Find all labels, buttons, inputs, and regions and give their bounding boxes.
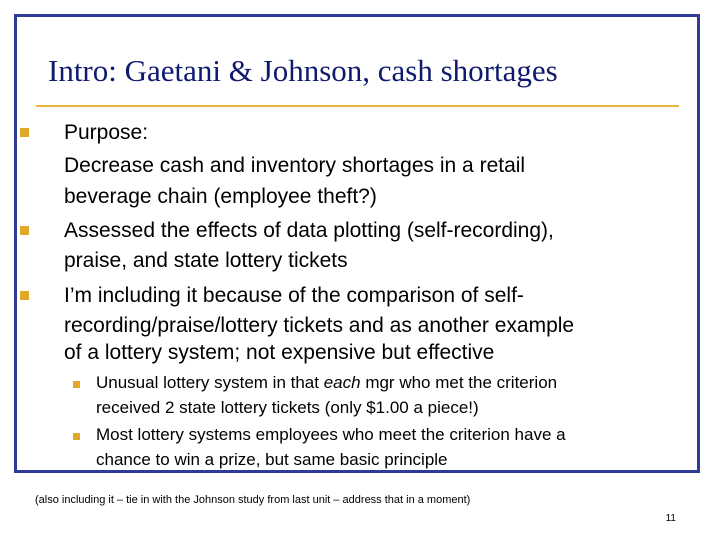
square-bullet-icon [20,226,29,235]
slide-title: Intro: Gaetani & Johnson, cash shortages [48,53,558,88]
square-bullet-icon [73,433,80,440]
bullet-3-line-3: of a lottery system; not expensive but effective [64,341,495,364]
sub-bullet-2-line-1: Most lottery systems employees who meet the criterion have a [96,425,566,444]
square-bullet-icon [20,291,29,300]
sub-bullet-1-line-1: Unusual lottery system in that each mgr who met the criterion [96,373,558,392]
bullet-2-line-1: Assessed the effects of data plotting (self-recording), [64,219,554,242]
bullet-2-line-2: praise, and state lottery tickets [64,249,348,272]
title-divider [36,105,679,107]
emphasis-each: each [323,373,361,392]
page-number: 11 [665,513,676,524]
square-bullet-icon [73,381,80,388]
sub-bullet-1-line-2: received 2 state lottery tickets (only $1.00 a piece!) [96,398,479,417]
bullet-3-line-1: I’m including it because of the comparison of self- [64,284,524,307]
square-bullet-icon [20,128,29,137]
sub-bullet-2-line-2: chance to win a prize, but same basic principle [96,450,448,469]
bullet-1-line-3: beverage chain (employee theft?) [64,185,377,208]
bullet-1-line-1: Purpose: [64,121,149,144]
bullet-3-line-2: recording/praise/lottery tickets and as another example [64,314,575,337]
bullet-1-line-2: Decrease cash and inventory shortages in a retail [64,154,526,177]
footer-note: (also including it – tie in with the Johnson study from last unit – address that in a moment) [35,494,471,506]
